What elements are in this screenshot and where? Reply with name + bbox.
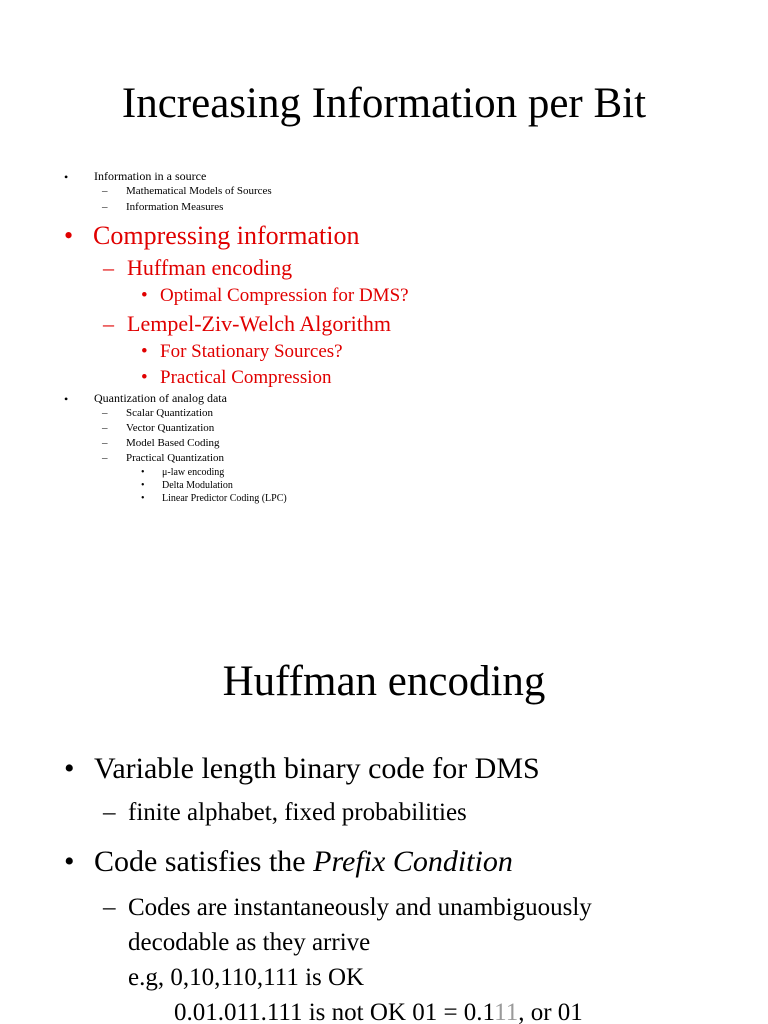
example-ok: e.g, 0,10,110,111 is OK — [128, 964, 365, 991]
sub-model-based-coding: Model Based Coding — [126, 437, 220, 449]
subsub-stationary-sources: For Stationary Sources? — [160, 341, 343, 362]
bullet: • — [141, 480, 145, 491]
dash: – — [103, 255, 114, 280]
prefix-condition-lead: Code satisfies the — [94, 845, 314, 878]
point-prefix-condition — [94, 847, 513, 877]
subsub-delta-modulation: Delta Modulation — [162, 480, 233, 491]
sub-lzw-algorithm: Lempel-Ziv-Welch Algorithm — [127, 311, 391, 336]
sub-vector-quantization: Vector Quantization — [126, 422, 215, 434]
slide1-title: Increasing Information per Bit — [121, 80, 647, 127]
sub-information-measures: Information Measures — [126, 201, 224, 213]
bullet: • — [141, 341, 148, 362]
bullet: • — [141, 367, 148, 388]
example-not-ok-b: , or 01 — [518, 999, 583, 1024]
sub-scalar-quantization: Scalar Quantization — [126, 407, 214, 419]
sub-practical-quantization: Practical Quantization — [126, 452, 225, 464]
bullet: • — [64, 221, 74, 250]
dash: – — [102, 422, 108, 434]
item-quantization-analog: Quantization of analog data — [94, 391, 227, 405]
bullet: • — [141, 285, 148, 306]
sub-instantaneous-line1: Codes are instantaneously and unambiguously — [128, 894, 592, 921]
point-variable-length-code: Variable length binary code for DMS — [94, 752, 540, 785]
bullet: • — [141, 493, 145, 504]
sub-finite-alphabet: finite alphabet, fixed probabilities — [128, 799, 467, 826]
bullet: • — [64, 752, 75, 785]
dash: – — [102, 437, 108, 449]
item-information-in-source: Information in a source — [94, 169, 207, 183]
subsub-lpc: Linear Predictor Coding (LPC) — [162, 493, 287, 504]
example-not-ok — [174, 1000, 583, 1024]
dash: – — [102, 201, 108, 213]
example-not-ok-a: 0.01.011.111 is not OK 01 = 0.1 — [174, 999, 495, 1024]
bullet: • — [64, 170, 69, 184]
prefix-condition-term: Prefix Condition — [313, 845, 513, 878]
item-compressing-information: Compressing information — [93, 221, 360, 250]
dash: – — [103, 311, 114, 336]
dash: – — [102, 407, 108, 419]
bullet: • — [64, 845, 75, 878]
example-not-ok-grey: 11 — [494, 999, 519, 1024]
dash: – — [103, 799, 116, 826]
slide-huffman-encoding — [0, 620, 768, 1024]
sub-mathematical-models: Mathematical Models of Sources — [126, 185, 272, 197]
subsub-practical-compression: Practical Compression — [160, 367, 332, 388]
sub-instantaneous-line2: decodable as they arrive — [128, 929, 371, 956]
subsub-mu-law: μ-law encoding — [162, 467, 225, 478]
dash: – — [102, 452, 108, 464]
slide2-title: Huffman encoding — [222, 658, 546, 705]
dash: – — [102, 185, 108, 197]
bullet: • — [141, 467, 145, 478]
subsub-optimal-compression: Optimal Compression for DMS? — [160, 285, 409, 306]
dash: – — [103, 894, 116, 921]
bullet: • — [64, 392, 69, 406]
sub-huffman-encoding: Huffman encoding — [127, 255, 293, 280]
